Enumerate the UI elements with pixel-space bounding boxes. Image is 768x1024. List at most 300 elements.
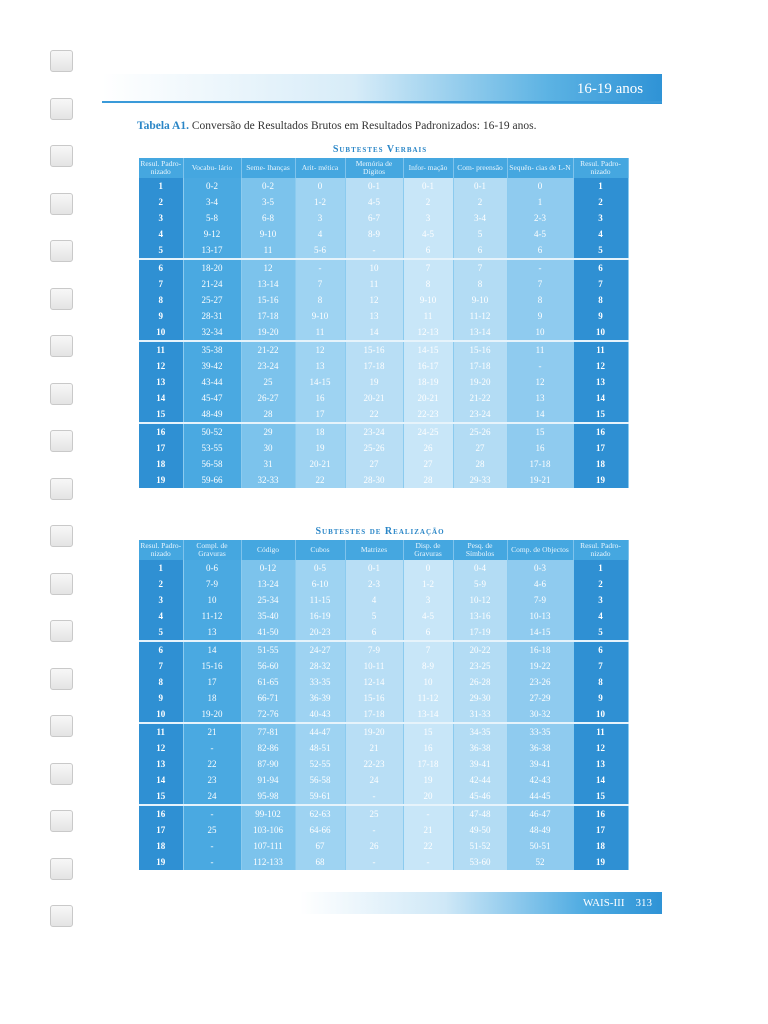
column-header: Comp. de Objectos (507, 540, 573, 560)
table-row (139, 756, 628, 772)
raw-score-cell: 56-58 (183, 456, 241, 472)
table-row (139, 324, 628, 341)
raw-score-cell: 9-10 (241, 226, 295, 242)
raw-score-cell: 39-41 (507, 756, 573, 772)
raw-score-cell: 17-18 (453, 358, 507, 374)
raw-score-cell: 18-20 (183, 259, 241, 276)
raw-score-cell: 12 (345, 292, 403, 308)
raw-score-cell: 13 (345, 308, 403, 324)
raw-score-cell: 5-8 (183, 210, 241, 226)
scaled-score-cell: 8 (573, 674, 628, 690)
table-row (139, 406, 628, 423)
table-row (139, 194, 628, 210)
raw-score-cell: 72-76 (241, 706, 295, 723)
raw-score-cell: 0 (295, 178, 345, 194)
raw-score-cell: 0-1 (403, 178, 453, 194)
raw-score-cell: 21-22 (241, 341, 295, 358)
raw-score-cell: 50-51 (507, 838, 573, 854)
page-number: 313 (635, 897, 652, 909)
raw-score-cell: - (507, 259, 573, 276)
raw-score-cell: 21 (183, 723, 241, 740)
scaled-score-cell: 2 (139, 576, 183, 592)
raw-score-cell: 33-35 (295, 674, 345, 690)
raw-score-cell: 25-27 (183, 292, 241, 308)
raw-score-cell: 18 (183, 690, 241, 706)
raw-score-cell: 99-102 (241, 805, 295, 822)
scaled-score-cell: 15 (139, 788, 183, 805)
raw-score-cell: 19-20 (183, 706, 241, 723)
scaled-score-cell: 6 (573, 259, 628, 276)
scaled-score-cell: 1 (573, 178, 628, 194)
scaled-score-cell: 17 (139, 822, 183, 838)
scaled-score-cell: 3 (573, 210, 628, 226)
scaled-score-cell: 13 (139, 756, 183, 772)
raw-score-cell: 23-24 (345, 423, 403, 440)
raw-score-cell: - (345, 788, 403, 805)
raw-score-cell: 13 (507, 390, 573, 406)
raw-score-cell: 53-55 (183, 440, 241, 456)
raw-score-cell: 39-41 (453, 756, 507, 772)
column-header: Resul. Padro- nizado (573, 540, 628, 560)
raw-score-cell: 34-35 (453, 723, 507, 740)
raw-score-cell: 28 (453, 456, 507, 472)
raw-score-cell: 12 (507, 374, 573, 390)
raw-score-cell: 56-60 (241, 658, 295, 674)
raw-score-cell: 3 (403, 210, 453, 226)
table-row (139, 706, 628, 723)
table-row (139, 854, 628, 870)
binder-hole (50, 288, 73, 310)
raw-score-cell: 2 (453, 194, 507, 210)
raw-score-cell: 0-1 (345, 178, 403, 194)
raw-score-cell: 19-20 (453, 374, 507, 390)
raw-score-cell: 23-25 (453, 658, 507, 674)
raw-score-cell: 15-16 (345, 341, 403, 358)
raw-score-cell: 17 (295, 406, 345, 423)
scaled-score-cell: 5 (573, 624, 628, 641)
table-row (139, 423, 628, 440)
table-row (139, 805, 628, 822)
scaled-score-cell: 14 (139, 390, 183, 406)
raw-score-cell: 91-94 (241, 772, 295, 788)
raw-score-cell: 25-34 (241, 592, 295, 608)
raw-score-cell: 6 (453, 242, 507, 259)
raw-score-cell: 21-22 (453, 390, 507, 406)
raw-score-cell: - (403, 854, 453, 870)
raw-score-cell: 22 (295, 472, 345, 488)
raw-score-cell: 40-43 (295, 706, 345, 723)
raw-score-cell: 15 (403, 723, 453, 740)
scaled-score-cell: 16 (139, 423, 183, 440)
raw-score-cell: 39-42 (183, 358, 241, 374)
raw-score-cell: 10 (403, 674, 453, 690)
binder-hole (50, 240, 73, 262)
raw-score-cell: 14 (183, 641, 241, 658)
scaled-score-cell: 9 (573, 690, 628, 706)
footer (500, 892, 660, 914)
table-row (139, 308, 628, 324)
performance-section-title: Subtestes de Realização (315, 526, 445, 537)
raw-score-cell: 10-12 (453, 592, 507, 608)
raw-score-cell: 24-25 (403, 423, 453, 440)
raw-score-cell: 51-52 (453, 838, 507, 854)
raw-score-cell: 47-48 (453, 805, 507, 822)
raw-score-cell: 5 (453, 226, 507, 242)
table-row (139, 374, 628, 390)
table-row (139, 456, 628, 472)
scaled-score-cell: 11 (139, 341, 183, 358)
raw-score-cell: 3-4 (453, 210, 507, 226)
scaled-score-cell: 17 (139, 440, 183, 456)
raw-score-cell: 28-31 (183, 308, 241, 324)
scaled-score-cell: 5 (139, 624, 183, 641)
raw-score-cell: 46-47 (507, 805, 573, 822)
raw-score-cell: 6 (507, 242, 573, 259)
raw-score-cell: 22 (183, 756, 241, 772)
raw-score-cell: 9-12 (183, 226, 241, 242)
raw-score-cell: 9 (507, 308, 573, 324)
scaled-score-cell: 8 (573, 292, 628, 308)
raw-score-cell: 25 (345, 805, 403, 822)
raw-score-cell: 17 (183, 674, 241, 690)
raw-score-cell: 7-9 (507, 592, 573, 608)
raw-score-cell: 29-33 (453, 472, 507, 488)
scaled-score-cell: 6 (139, 259, 183, 276)
raw-score-cell: 4-6 (507, 576, 573, 592)
table-row (139, 292, 628, 308)
raw-score-cell: 21 (345, 740, 403, 756)
raw-score-cell: 45-46 (453, 788, 507, 805)
table-row (139, 624, 628, 641)
raw-score-cell: 17-18 (345, 358, 403, 374)
column-header: Seme- lhanças (241, 158, 295, 178)
raw-score-cell: 62-63 (295, 805, 345, 822)
binder-hole (50, 430, 73, 452)
raw-score-cell: 14-15 (403, 341, 453, 358)
binder-hole (50, 620, 73, 642)
table-row (139, 341, 628, 358)
raw-score-cell: 11 (345, 276, 403, 292)
column-header: Arit- mética (295, 158, 345, 178)
raw-score-cell: 4-5 (403, 226, 453, 242)
binder-hole (50, 858, 73, 880)
table-row (139, 560, 628, 576)
raw-score-cell: 8 (507, 292, 573, 308)
raw-score-cell: 7 (507, 276, 573, 292)
raw-score-cell: 15-16 (453, 341, 507, 358)
raw-score-cell: 19 (403, 772, 453, 788)
raw-score-cell: 27 (453, 440, 507, 456)
raw-score-cell: 22 (403, 838, 453, 854)
raw-score-cell: 0-12 (241, 560, 295, 576)
raw-score-cell: 26 (403, 440, 453, 456)
raw-score-cell: 8-9 (403, 658, 453, 674)
scaled-score-cell: 2 (139, 194, 183, 210)
scaled-score-cell: 11 (573, 723, 628, 740)
scaled-score-cell: 17 (573, 822, 628, 838)
raw-score-cell: 28-30 (345, 472, 403, 488)
scaled-score-cell: 7 (573, 276, 628, 292)
raw-score-cell: 3-4 (183, 194, 241, 210)
scaled-score-cell: 18 (139, 456, 183, 472)
raw-score-cell: 36-39 (295, 690, 345, 706)
scaled-score-cell: 19 (573, 854, 628, 870)
raw-score-cell: 13-14 (403, 706, 453, 723)
raw-score-cell: 32-33 (241, 472, 295, 488)
table-caption-text: Conversão de Resultados Brutos em Resultados Padronizados: 16-19 anos. (191, 120, 537, 132)
raw-score-cell: 23-24 (453, 406, 507, 423)
raw-score-cell: 9-10 (295, 308, 345, 324)
raw-score-cell: - (345, 242, 403, 259)
raw-score-cell: 22-23 (403, 406, 453, 423)
raw-score-cell: 53-60 (453, 854, 507, 870)
scaled-score-cell: 13 (573, 374, 628, 390)
raw-score-cell: 68 (295, 854, 345, 870)
raw-score-cell: - (183, 740, 241, 756)
scaled-score-cell: 5 (139, 242, 183, 259)
raw-score-cell: - (183, 854, 241, 870)
raw-score-cell: 12-14 (345, 674, 403, 690)
raw-score-cell: 17-18 (507, 456, 573, 472)
raw-score-cell: 59-66 (183, 472, 241, 488)
raw-score-cell: 7 (453, 259, 507, 276)
raw-score-cell: 0-2 (183, 178, 241, 194)
binder-hole (50, 383, 73, 405)
raw-score-cell: 14-15 (507, 624, 573, 641)
raw-score-cell: 2 (403, 194, 453, 210)
raw-score-cell: 48-51 (295, 740, 345, 756)
raw-score-cell: 10 (345, 259, 403, 276)
binder-hole (50, 810, 73, 832)
scaled-score-cell: 4 (139, 226, 183, 242)
scaled-score-cell: 9 (139, 308, 183, 324)
scaled-score-cell: 6 (573, 641, 628, 658)
scaled-score-cell: 17 (573, 440, 628, 456)
raw-score-cell: 16-19 (295, 608, 345, 624)
scaled-score-cell: 15 (573, 406, 628, 423)
raw-score-cell: 48-49 (183, 406, 241, 423)
performance-subtests-table (139, 540, 629, 870)
binder-hole (50, 573, 73, 595)
raw-score-cell: 16 (295, 390, 345, 406)
raw-score-cell: 20 (403, 788, 453, 805)
raw-score-cell: 27-29 (507, 690, 573, 706)
scaled-score-cell: 16 (573, 805, 628, 822)
table-row (139, 838, 628, 854)
verbal-subtests-table (139, 158, 629, 488)
column-header: Resul. Padro- nizado (573, 158, 628, 178)
raw-score-cell: 35-40 (241, 608, 295, 624)
scaled-score-cell: 1 (139, 178, 183, 194)
column-header: Disp. de Gravuras (403, 540, 453, 560)
raw-score-cell: 32-34 (183, 324, 241, 341)
raw-score-cell: 7 (295, 276, 345, 292)
scaled-score-cell: 8 (139, 292, 183, 308)
raw-score-cell: 44-45 (507, 788, 573, 805)
raw-score-cell: 6-8 (241, 210, 295, 226)
binder-hole (50, 763, 73, 785)
raw-score-cell: 6-7 (345, 210, 403, 226)
table-row (139, 641, 628, 658)
table-row (139, 658, 628, 674)
scaled-score-cell: 3 (139, 210, 183, 226)
scaled-score-cell: 11 (573, 341, 628, 358)
scaled-score-cell: 10 (573, 324, 628, 341)
raw-score-cell: 50-52 (183, 423, 241, 440)
raw-score-cell: 6-10 (295, 576, 345, 592)
table-row (139, 276, 628, 292)
table-row (139, 723, 628, 740)
raw-score-cell: 23-26 (507, 674, 573, 690)
raw-score-cell: 25 (183, 822, 241, 838)
scaled-score-cell: 3 (139, 592, 183, 608)
raw-score-cell: 0-2 (241, 178, 295, 194)
scaled-score-cell: 5 (573, 242, 628, 259)
column-header: Pesq. de Símbolos (453, 540, 507, 560)
table-caption-label: Tabela A1. (137, 120, 189, 132)
raw-score-cell: 28 (241, 406, 295, 423)
raw-score-cell: 14 (345, 324, 403, 341)
raw-score-cell: 18 (295, 423, 345, 440)
raw-score-cell: 44-47 (295, 723, 345, 740)
raw-score-cell: 8 (295, 292, 345, 308)
raw-score-cell: 11-12 (183, 608, 241, 624)
raw-score-cell: 8 (453, 276, 507, 292)
table-row (139, 226, 628, 242)
scaled-score-cell: 4 (573, 608, 628, 624)
raw-score-cell: 20-22 (453, 641, 507, 658)
raw-score-cell: 13-16 (453, 608, 507, 624)
raw-score-cell: 5-6 (295, 242, 345, 259)
scaled-score-cell: 12 (573, 358, 628, 374)
raw-score-cell: 15 (507, 423, 573, 440)
raw-score-cell: 87-90 (241, 756, 295, 772)
table-row (139, 822, 628, 838)
raw-score-cell: 5-9 (453, 576, 507, 592)
raw-score-cell: 0-1 (345, 560, 403, 576)
raw-score-cell: - (183, 838, 241, 854)
raw-score-cell: 25-26 (345, 440, 403, 456)
binder-hole (50, 715, 73, 737)
raw-score-cell: 16-17 (403, 358, 453, 374)
raw-score-cell: 15-16 (241, 292, 295, 308)
scaled-score-cell: 19 (573, 472, 628, 488)
raw-score-cell: 82-86 (241, 740, 295, 756)
raw-score-cell: 16 (403, 740, 453, 756)
column-header: Com- preensão (453, 158, 507, 178)
scaled-score-cell: 16 (573, 423, 628, 440)
raw-score-cell: 56-58 (295, 772, 345, 788)
raw-score-cell: 0-3 (507, 560, 573, 576)
raw-score-cell: 26 (345, 838, 403, 854)
raw-score-cell: 6 (345, 624, 403, 641)
verbal-section-title: Subtestes Verbais (332, 144, 428, 155)
table-row (139, 390, 628, 406)
raw-score-cell: 5 (345, 608, 403, 624)
raw-score-cell: 9-10 (453, 292, 507, 308)
raw-score-cell: 36-38 (453, 740, 507, 756)
table-row (139, 440, 628, 456)
raw-score-cell: 52-55 (295, 756, 345, 772)
raw-score-cell: 31-33 (453, 706, 507, 723)
raw-score-cell: 4-5 (507, 226, 573, 242)
raw-score-cell: 23-24 (241, 358, 295, 374)
raw-score-cell: 67 (295, 838, 345, 854)
scaled-score-cell: 11 (139, 723, 183, 740)
raw-score-cell: 36-38 (507, 740, 573, 756)
table-row (139, 358, 628, 374)
raw-score-cell: - (403, 805, 453, 822)
raw-score-cell: 8 (403, 276, 453, 292)
raw-score-cell: 28 (403, 472, 453, 488)
raw-score-cell: 15-16 (345, 690, 403, 706)
raw-score-cell: 12 (295, 341, 345, 358)
raw-score-cell: 3-5 (241, 194, 295, 210)
raw-score-cell: 33-35 (507, 723, 573, 740)
raw-score-cell: 42-44 (453, 772, 507, 788)
raw-score-cell: 49-50 (453, 822, 507, 838)
raw-score-cell: 112-133 (241, 854, 295, 870)
raw-score-cell: 20-23 (295, 624, 345, 641)
scaled-score-cell: 14 (573, 772, 628, 788)
column-header: Sequên- cias de L-N (507, 158, 573, 178)
raw-score-cell: 24-27 (295, 641, 345, 658)
raw-score-cell: 19-20 (345, 723, 403, 740)
raw-score-cell: 51-55 (241, 641, 295, 658)
scaled-score-cell: 16 (139, 805, 183, 822)
raw-score-cell: 15-16 (183, 658, 241, 674)
scaled-score-cell: 10 (573, 706, 628, 723)
raw-score-cell: - (295, 259, 345, 276)
raw-score-cell: 29 (241, 423, 295, 440)
scaled-score-cell: 2 (573, 576, 628, 592)
raw-score-cell: 6 (403, 624, 453, 641)
raw-score-cell: 0 (507, 178, 573, 194)
raw-score-cell: 0-5 (295, 560, 345, 576)
scaled-score-cell: 10 (139, 324, 183, 341)
raw-score-cell: 17-18 (241, 308, 295, 324)
scaled-score-cell: 7 (139, 658, 183, 674)
raw-score-cell: 0 (403, 560, 453, 576)
column-header: Resul. Padro- nizado (140, 541, 182, 558)
raw-score-cell: 4 (345, 592, 403, 608)
raw-score-cell: 23 (183, 772, 241, 788)
raw-score-cell: 17-18 (403, 756, 453, 772)
raw-score-cell: 61-65 (241, 674, 295, 690)
raw-score-cell: 4-5 (403, 608, 453, 624)
raw-score-cell: 25 (241, 374, 295, 390)
raw-score-cell: 10-13 (507, 608, 573, 624)
table-row (139, 674, 628, 690)
raw-score-cell: 20-21 (295, 456, 345, 472)
raw-score-cell: 11-15 (295, 592, 345, 608)
table-row (139, 472, 628, 488)
raw-score-cell: 13-24 (241, 576, 295, 592)
table-row (139, 259, 628, 276)
table-row (139, 592, 628, 608)
raw-score-cell: 13-14 (241, 276, 295, 292)
raw-score-cell: 77-81 (241, 723, 295, 740)
column-header: Memória de Dígitos (345, 158, 403, 178)
scaled-score-cell: 7 (139, 276, 183, 292)
scaled-score-cell: 18 (139, 838, 183, 854)
raw-score-cell: 7-9 (183, 576, 241, 592)
binder-hole (50, 905, 73, 927)
raw-score-cell: 35-38 (183, 341, 241, 358)
raw-score-cell: 21 (403, 822, 453, 838)
raw-score-cell: 26-28 (453, 674, 507, 690)
raw-score-cell: 28-32 (295, 658, 345, 674)
